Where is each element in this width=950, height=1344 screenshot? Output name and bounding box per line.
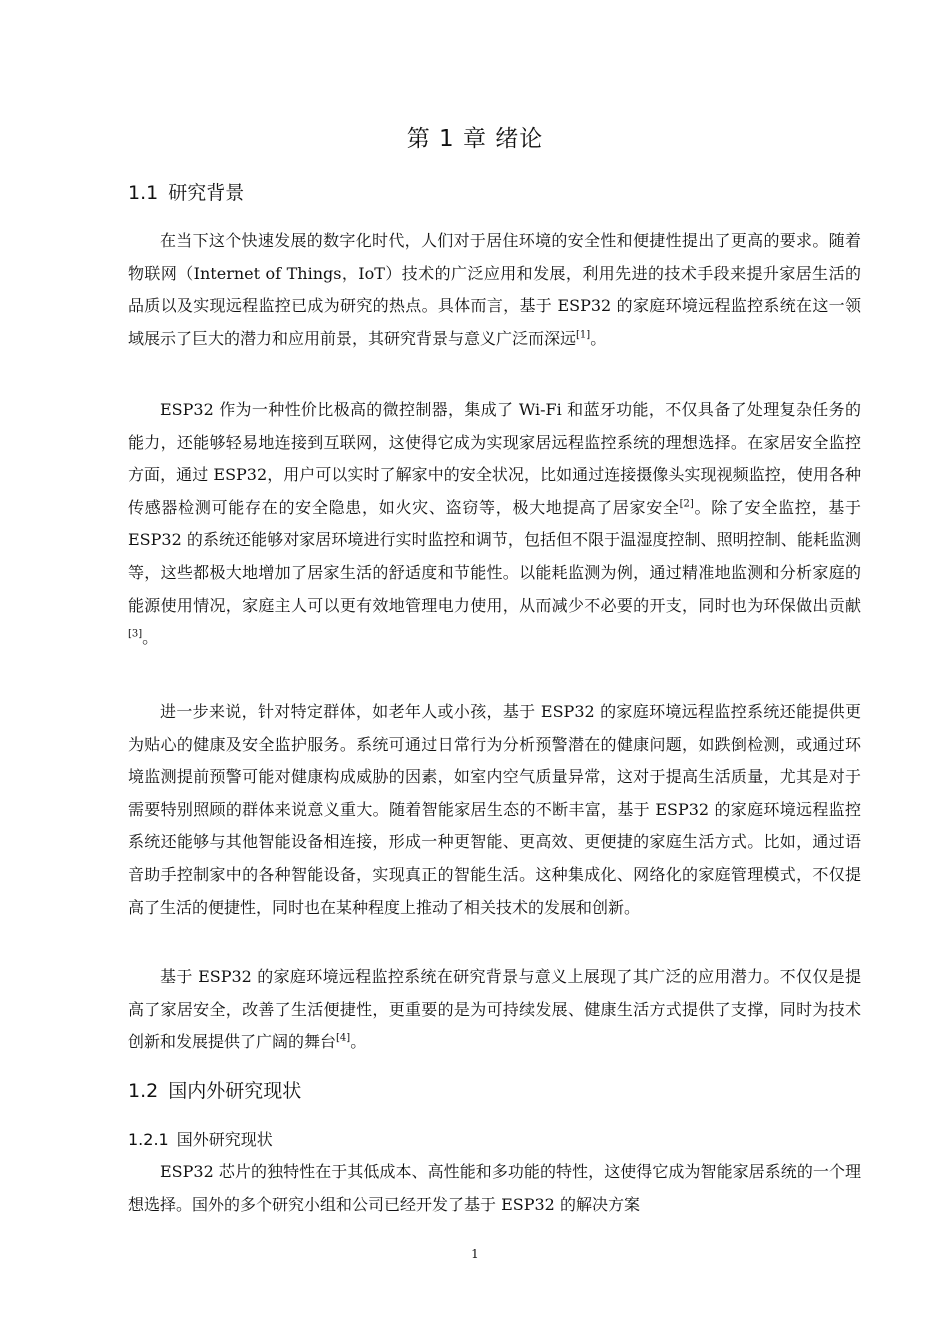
section-heading-1-1 — [128, 180, 244, 206]
subsection-number: 1.2.1 — [128, 1130, 169, 1149]
citation-ref: [4] — [336, 1032, 351, 1044]
subsection-title: 国外研究现状 — [176, 1130, 273, 1149]
page-number: 1 — [471, 1247, 479, 1261]
paragraph-text: 进一步来说，针对特定群体，如老年人或小孩，基于 ESP32 的家庭环境远程监控系统还能提供更为贴心的健康及安全监护服务。系统可通过日常行为分析预警潜在的健康问题，如跌倒检测，或通过环境监测提前预警可能对健康构成威胁的因素，如室内空气质量异常，这对于提高生活质量，尤其是对于需要特别照顾的群体来说意义重大。随着智能家居生态的不断丰富，基于 ESP32 的家庭环境远程监控系统还能够与其他智能设备相连接，形成一种更智能、更高效、更便捷的家庭生活方式。比如，通过语音助手控制家中的各种智能设备，实现真正的智能生活。这种集成化、网络化的家庭管理模式，不仅提高了生活的便捷性，同时也在某种程度上推动了相关技术的发展和创新。 — [128, 702, 861, 917]
section-heading-1-2 — [128, 1078, 301, 1104]
chapter-title: 第 1 章 绪论 — [406, 126, 544, 152]
paragraph-text: 在当下这个快速发展的数字化时代，人们对于居住环境的安全性和便捷性提出了更高的要求。随着物联网（Internet of Things，IoT）技术的广泛应用和发展，利用先进的技术手段来提升家居生活的品质以及实现远程监控已成为研究的热点。具体而言，基于 ESP32 的家庭环境远程监控系统在这一领域展示了巨大的潜力和应用前景，其研究背景与意义广泛而深远 — [128, 231, 861, 348]
section-title: 国内外研究现状 — [168, 1080, 302, 1102]
paragraph — [128, 225, 861, 355]
paragraph-text: ESP32 作为一种性价比极高的微控制器，集成了 Wi-Fi 和蓝牙功能，不仅具备了处理复杂任务的能力，还能够轻易地连接到互联网，这使得它成为实现家居远程监控系统的理想选择。在家居安全监控方面，通过 ESP32，用户可以实时了解家中的安全状况，比如通过连接摄像头实现视频监控，使用各种传感器检测可能存在的安全隐患，如火灾、盗窃等，极大地提高了居家安全 — [128, 400, 861, 517]
subsection-heading-1-2-1 — [128, 1129, 273, 1151]
citation-ref: [2] — [679, 498, 694, 510]
section-title: 研究背景 — [168, 182, 245, 204]
paragraph — [128, 961, 861, 1059]
paragraph-text: ESP32 芯片的独特性在于其低成本、高性能和多功能的特性，这使得它成为智能家居系统的一个理想选择。国外的多个研究小组和公司已经开发了基于 ESP32 的解决方案 — [128, 1162, 861, 1214]
citation-ref: [1] — [576, 329, 591, 341]
paragraph-text: 。 — [590, 328, 607, 348]
paragraph-text: 。 — [142, 628, 159, 648]
paragraph — [128, 1156, 861, 1221]
section-number: 1.2 — [128, 1080, 159, 1102]
paragraph-text: 。除了安全监控，基于 ESP32 的系统还能够对家居环境进行实时监控和调节，包括但不限于温湿度控制、照明控制、能耗监测等，这些都极大地增加了居家生活的舒适度和节能性。以能耗监测为例，通过精准地监测和分析家庭的能源使用情况，家庭主人可以更有效地管理电力使用，从而减少不必要的开支，同时也为环保做出贡献 — [128, 497, 861, 615]
paragraph-text: 。 — [350, 1032, 367, 1052]
section-number: 1.1 — [128, 182, 159, 204]
paragraph-text: 基于 ESP32 的家庭环境远程监控系统在研究背景与意义上展现了其广泛的应用潜力。不仅仅是提高了家居安全，改善了生活便捷性，更重要的是为可持续发展、健康生活方式提供了支撑，同时为技术创新和发展提供了广阔的舞台 — [128, 967, 861, 1052]
paragraph — [128, 696, 861, 924]
citation-ref: [3] — [128, 628, 143, 640]
paragraph — [128, 394, 861, 655]
